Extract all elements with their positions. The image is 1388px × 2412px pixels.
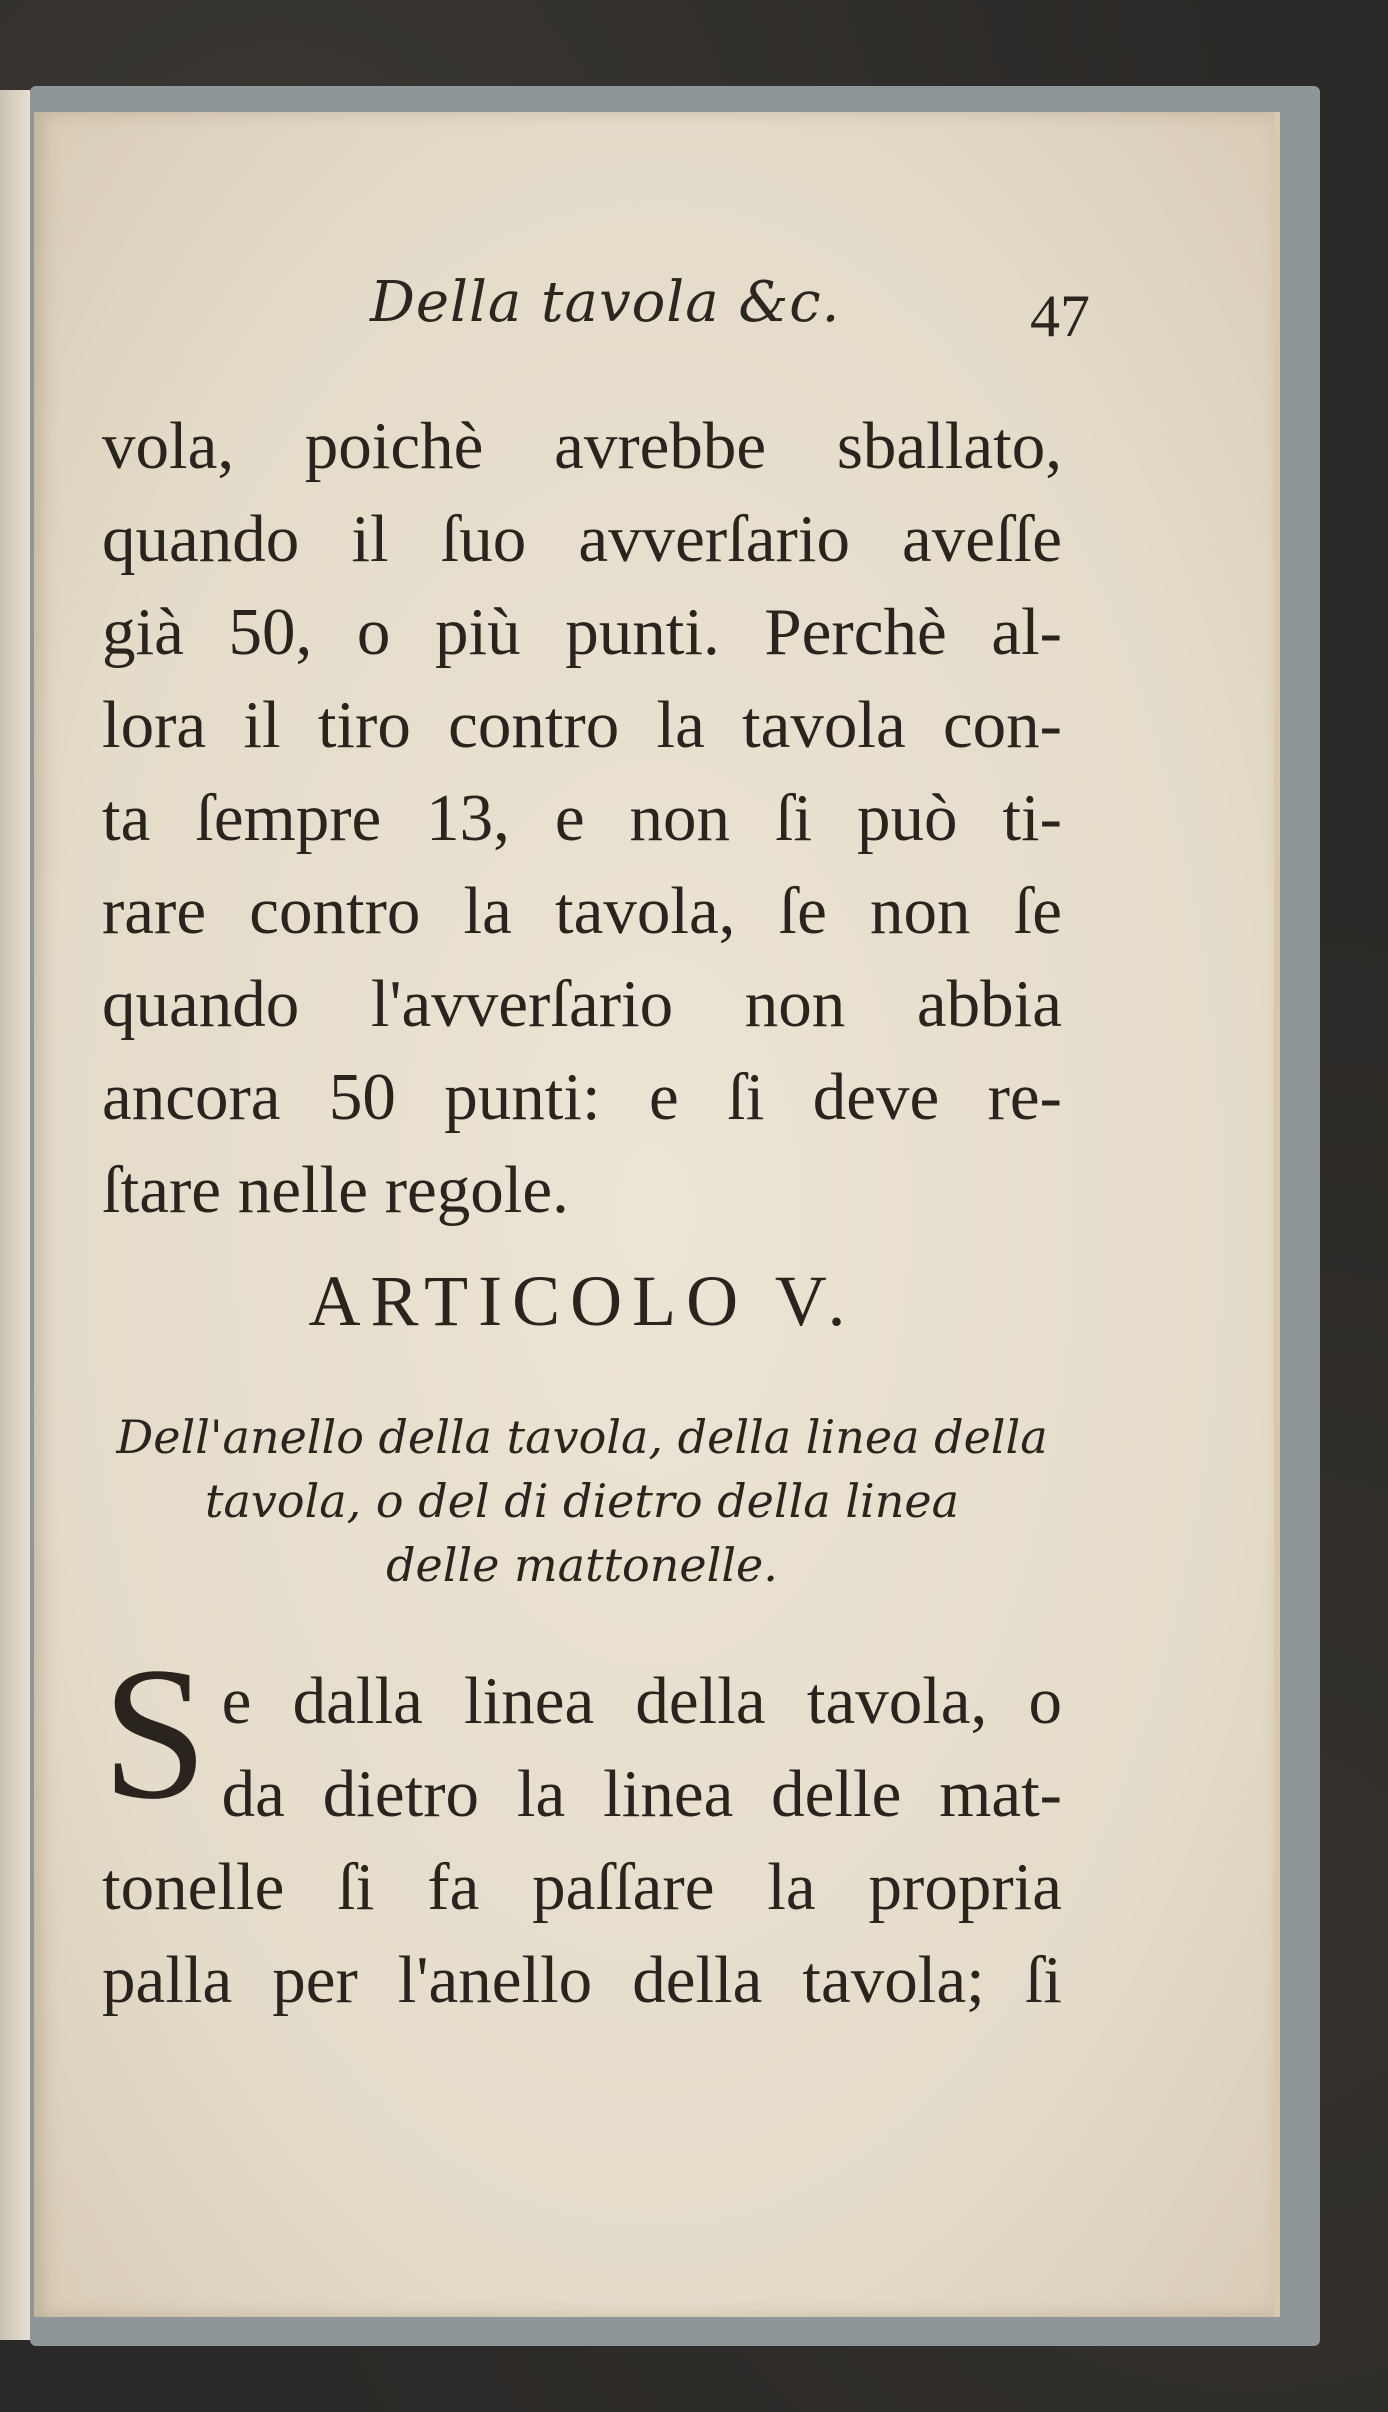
subtitle-line: Dell'anello della tavola, della linea della: [116, 1410, 1048, 1464]
article-heading: ARTICOLO V.: [308, 1261, 856, 1341]
text-line: lora il tiro contro la tavola con-: [102, 688, 1062, 762]
text-line: da dietro la linea delle mat-: [221, 1757, 1062, 1831]
text-line: palla per l'anello della tavola; ſi: [102, 1943, 1062, 2017]
facing-page-edge: [0, 90, 30, 2340]
text-line: ſtare nelle regole.: [102, 1153, 569, 1227]
text-line: ancora 50 punti: e ſi deve re-: [102, 1060, 1062, 1134]
text-line: quando il ſuo avverſario aveſſe: [102, 502, 1062, 576]
drop-cap: S: [102, 1629, 208, 1839]
paragraph-continued: [102, 400, 1062, 1237]
text-line: quando l'avverſario non abbia: [102, 967, 1062, 1041]
text-line: e dalla linea della tavola, o: [221, 1664, 1062, 1738]
text-line: ta ſempre 13, e non ſi può ti-: [102, 781, 1062, 855]
article-subtitle: [102, 1405, 1062, 1597]
page-header: [370, 270, 1090, 350]
text-line: rare contro la tavola, ſe non ſe: [102, 874, 1062, 948]
paragraph-new: [102, 1629, 1062, 2027]
text-line: già 50, o più punti. Perchè al-: [102, 595, 1062, 669]
text-line: vola, poichè avrebbe sballato,: [102, 409, 1062, 483]
subtitle-line: delle mattonelle.: [386, 1538, 778, 1592]
subtitle-line: tavola, o del di dietro della linea: [204, 1474, 960, 1528]
running-head: Della tavola &c.: [370, 270, 841, 335]
page-number: 47: [1030, 283, 1090, 349]
text-line: tonelle ſi fa paſſare la propria: [102, 1850, 1062, 1924]
